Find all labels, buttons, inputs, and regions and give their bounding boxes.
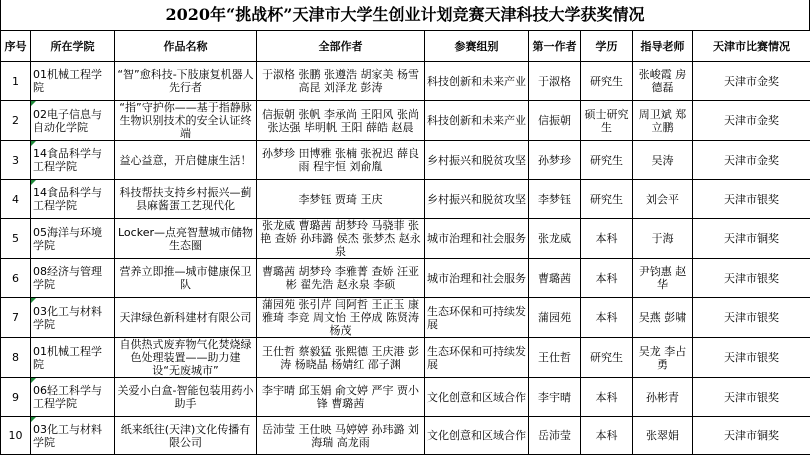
cell-degree: 研究生 (581, 338, 633, 378)
cell-authors: 曹璐茜 胡梦玲 李雅菁 查娇 汪亚彬 翟先浩 赵永泉 李硕 (257, 259, 425, 298)
cell-advisor: 周卫斌 郑立鹏 (633, 101, 693, 141)
header-project: 作品名称 (115, 31, 257, 62)
cell-college: 14食品科学与工程学院 (31, 180, 115, 219)
cell-first-author: 王仕哲 (529, 338, 581, 378)
cell-degree: 本科 (581, 417, 633, 455)
table-row (1, 62, 810, 101)
table-row (1, 259, 810, 298)
cell-project: 纸来纸往(天津)文化传播有限公司 (115, 417, 257, 455)
cell-advisor: 张峻霞 房德磊 (633, 62, 693, 101)
sheet-title: 2020年“挑战杯”天津市大学生创业计划竞赛天津科技大学获奖情况 (0, 0, 810, 30)
cell-advisor: 于海 (633, 219, 693, 259)
cell-advisor: 刘会平 (633, 180, 693, 219)
cell-advisor: 吴涛 (633, 141, 693, 180)
cell-degree: 本科 (581, 259, 633, 298)
cell-first-author: 曹璐茜 (529, 259, 581, 298)
header-advisor: 指导老师 (633, 31, 693, 62)
cell-first-author: 于淑格 (529, 62, 581, 101)
cell-project: 科技帮扶支持乡村振兴—蓟县麻酱蛋工艺现代化 (115, 180, 257, 219)
table-row (1, 338, 810, 378)
cell-first-author: 张龙威 (529, 219, 581, 259)
cell-result: 天津市银奖 (693, 180, 810, 219)
cell-group: 文化创意和区域合作 (425, 417, 529, 455)
header-no: 序号 (1, 31, 31, 62)
cell-project: 关爱小白盒-智能包装用药小助手 (115, 378, 257, 417)
cell-degree: 硕士研究生 (581, 101, 633, 141)
header-degree: 学历 (581, 31, 633, 62)
cell-result: 天津市银奖 (693, 298, 810, 338)
cell-no: 5 (1, 219, 31, 259)
cell-authors: 王仕哲 蔡毅猛 张熙德 王庆港 彭涛 杨晓晶 杨婧红 邵子渊 (257, 338, 425, 378)
cell-project: “指”守护你——基于指静脉生物识别技术的安全认证终端 (115, 101, 257, 141)
cell-degree: 本科 (581, 219, 633, 259)
cell-authors: 李宇晴 邱玉娟 俞文婷 严宇 贾小锋 曹璐茜 (257, 378, 425, 417)
cell-advisor: 孙彬青 (633, 378, 693, 417)
cell-no: 10 (1, 417, 31, 455)
header-row (1, 31, 810, 62)
cell-project: 天津绿色新科建材有限公司 (115, 298, 257, 338)
cell-group: 科技创新和未来产业 (425, 62, 529, 101)
cell-college: 14食品科学与工程学院 (31, 141, 115, 180)
cell-result: 天津市银奖 (693, 378, 810, 417)
cell-advisor: 尹钧惠 赵华 (633, 259, 693, 298)
cell-degree: 本科 (581, 298, 633, 338)
cell-degree: 研究生 (581, 62, 633, 101)
cell-authors: 信振朝 张帆 李承尚 王阳风 张尚 张达强 毕明帆 王阳 薛皓 赵晨 (257, 101, 425, 141)
table-row (1, 101, 810, 141)
cell-group: 科技创新和未来产业 (425, 101, 529, 141)
table-row (1, 298, 810, 338)
cell-college: 03化工与材料学院 (31, 417, 115, 455)
cell-result: 天津市铜奖 (693, 219, 810, 259)
cell-group: 城市治理和社会服务 (425, 219, 529, 259)
cell-project: 益心益意，开启健康生活！ (115, 141, 257, 180)
cell-result: 天津市铜奖 (693, 417, 810, 455)
cell-authors: 于淑格 张鹏 张遵浩 胡家美 杨雪 高昆 刘泽龙 彭涛 (257, 62, 425, 101)
cell-degree: 研究生 (581, 180, 633, 219)
cell-college: 02电子信息与自动化学院 (31, 101, 115, 141)
cell-college: 01机械工程学院 (31, 338, 115, 378)
cell-group: 文化创意和区域合作 (425, 378, 529, 417)
cell-no: 1 (1, 62, 31, 101)
cell-college: 03化工与材料学院 (31, 298, 115, 338)
cell-college: 06轻工科学与工程学院 (31, 378, 115, 417)
cell-group: 生态环保和可持续发展 (425, 338, 529, 378)
header-result: 天津市比赛情况 (693, 31, 810, 62)
cell-no: 9 (1, 378, 31, 417)
cell-authors: 岳沛莹 王仕映 马婷婷 孙玮潞 刘海瑞 高龙雨 (257, 417, 425, 455)
cell-authors: 孙梦珍 田博雅 张楠 张祝迟 薛良雨 程宇恒 刘俞胤 (257, 141, 425, 180)
cell-group: 乡村振兴和脱贫攻坚 (425, 141, 529, 180)
cell-authors: 蒲园苑 张引芹 闫阿哲 王正玉 康雅琦 李竞 周文怡 王停成 陈贤涛 杨茂 (257, 298, 425, 338)
table-row (1, 219, 810, 259)
cell-advisor: 张翠娟 (633, 417, 693, 455)
cell-first-author: 岳沛莹 (529, 417, 581, 455)
table-row (1, 180, 810, 219)
cell-no: 8 (1, 338, 31, 378)
cell-project: 自供热式废弃物气化焚烧绿色处理装置——助力建设“无废城市” (115, 338, 257, 378)
cell-no: 4 (1, 180, 31, 219)
cell-first-author: 李梦钰 (529, 180, 581, 219)
cell-authors: 李梦钰 贾琦 王庆 (257, 180, 425, 219)
cell-group: 城市治理和社会服务 (425, 259, 529, 298)
cell-first-author: 孙梦珍 (529, 141, 581, 180)
cell-college: 01机械工程学院 (31, 62, 115, 101)
cell-no: 3 (1, 141, 31, 180)
cell-college: 08经济与管理学院 (31, 259, 115, 298)
cell-group: 生态环保和可持续发展 (425, 298, 529, 338)
cell-group: 乡村振兴和脱贫攻坚 (425, 180, 529, 219)
cell-project: “智”愈科技-下肢康复机器人先行者 (115, 62, 257, 101)
cell-degree: 研究生 (581, 141, 633, 180)
cell-no: 6 (1, 259, 31, 298)
cell-no: 7 (1, 298, 31, 338)
table-row (1, 141, 810, 180)
cell-result: 天津市金奖 (693, 62, 810, 101)
cell-project: 营养立即推—城市健康保卫队 (115, 259, 257, 298)
header-group: 参赛组别 (425, 31, 529, 62)
table-row (1, 417, 810, 455)
cell-college: 05海洋与环境学院 (31, 219, 115, 259)
header-college: 所在学院 (31, 31, 115, 62)
header-authors: 全部作者 (257, 31, 425, 62)
cell-project: Locker—点亮智慧城市储物生态圈 (115, 219, 257, 259)
cell-result: 天津市金奖 (693, 101, 810, 141)
cell-first-author: 蒲园苑 (529, 298, 581, 338)
cell-degree: 本科 (581, 378, 633, 417)
cell-advisor: 吴燕 彭啸 (633, 298, 693, 338)
award-table (0, 30, 810, 455)
header-first-author: 第一作者 (529, 31, 581, 62)
cell-result: 天津市银奖 (693, 338, 810, 378)
cell-first-author: 信振朝 (529, 101, 581, 141)
cell-no: 2 (1, 101, 31, 141)
cell-result: 天津市银奖 (693, 259, 810, 298)
cell-authors: 张龙威 曹璐茜 胡梦玲 马骁菲 张艳 查娇 孙玮潞 侯杰 张梦杰 赵永泉 (257, 219, 425, 259)
cell-advisor: 吴龙 李占勇 (633, 338, 693, 378)
cell-result: 天津市金奖 (693, 141, 810, 180)
table-row (1, 378, 810, 417)
cell-first-author: 李宇晴 (529, 378, 581, 417)
